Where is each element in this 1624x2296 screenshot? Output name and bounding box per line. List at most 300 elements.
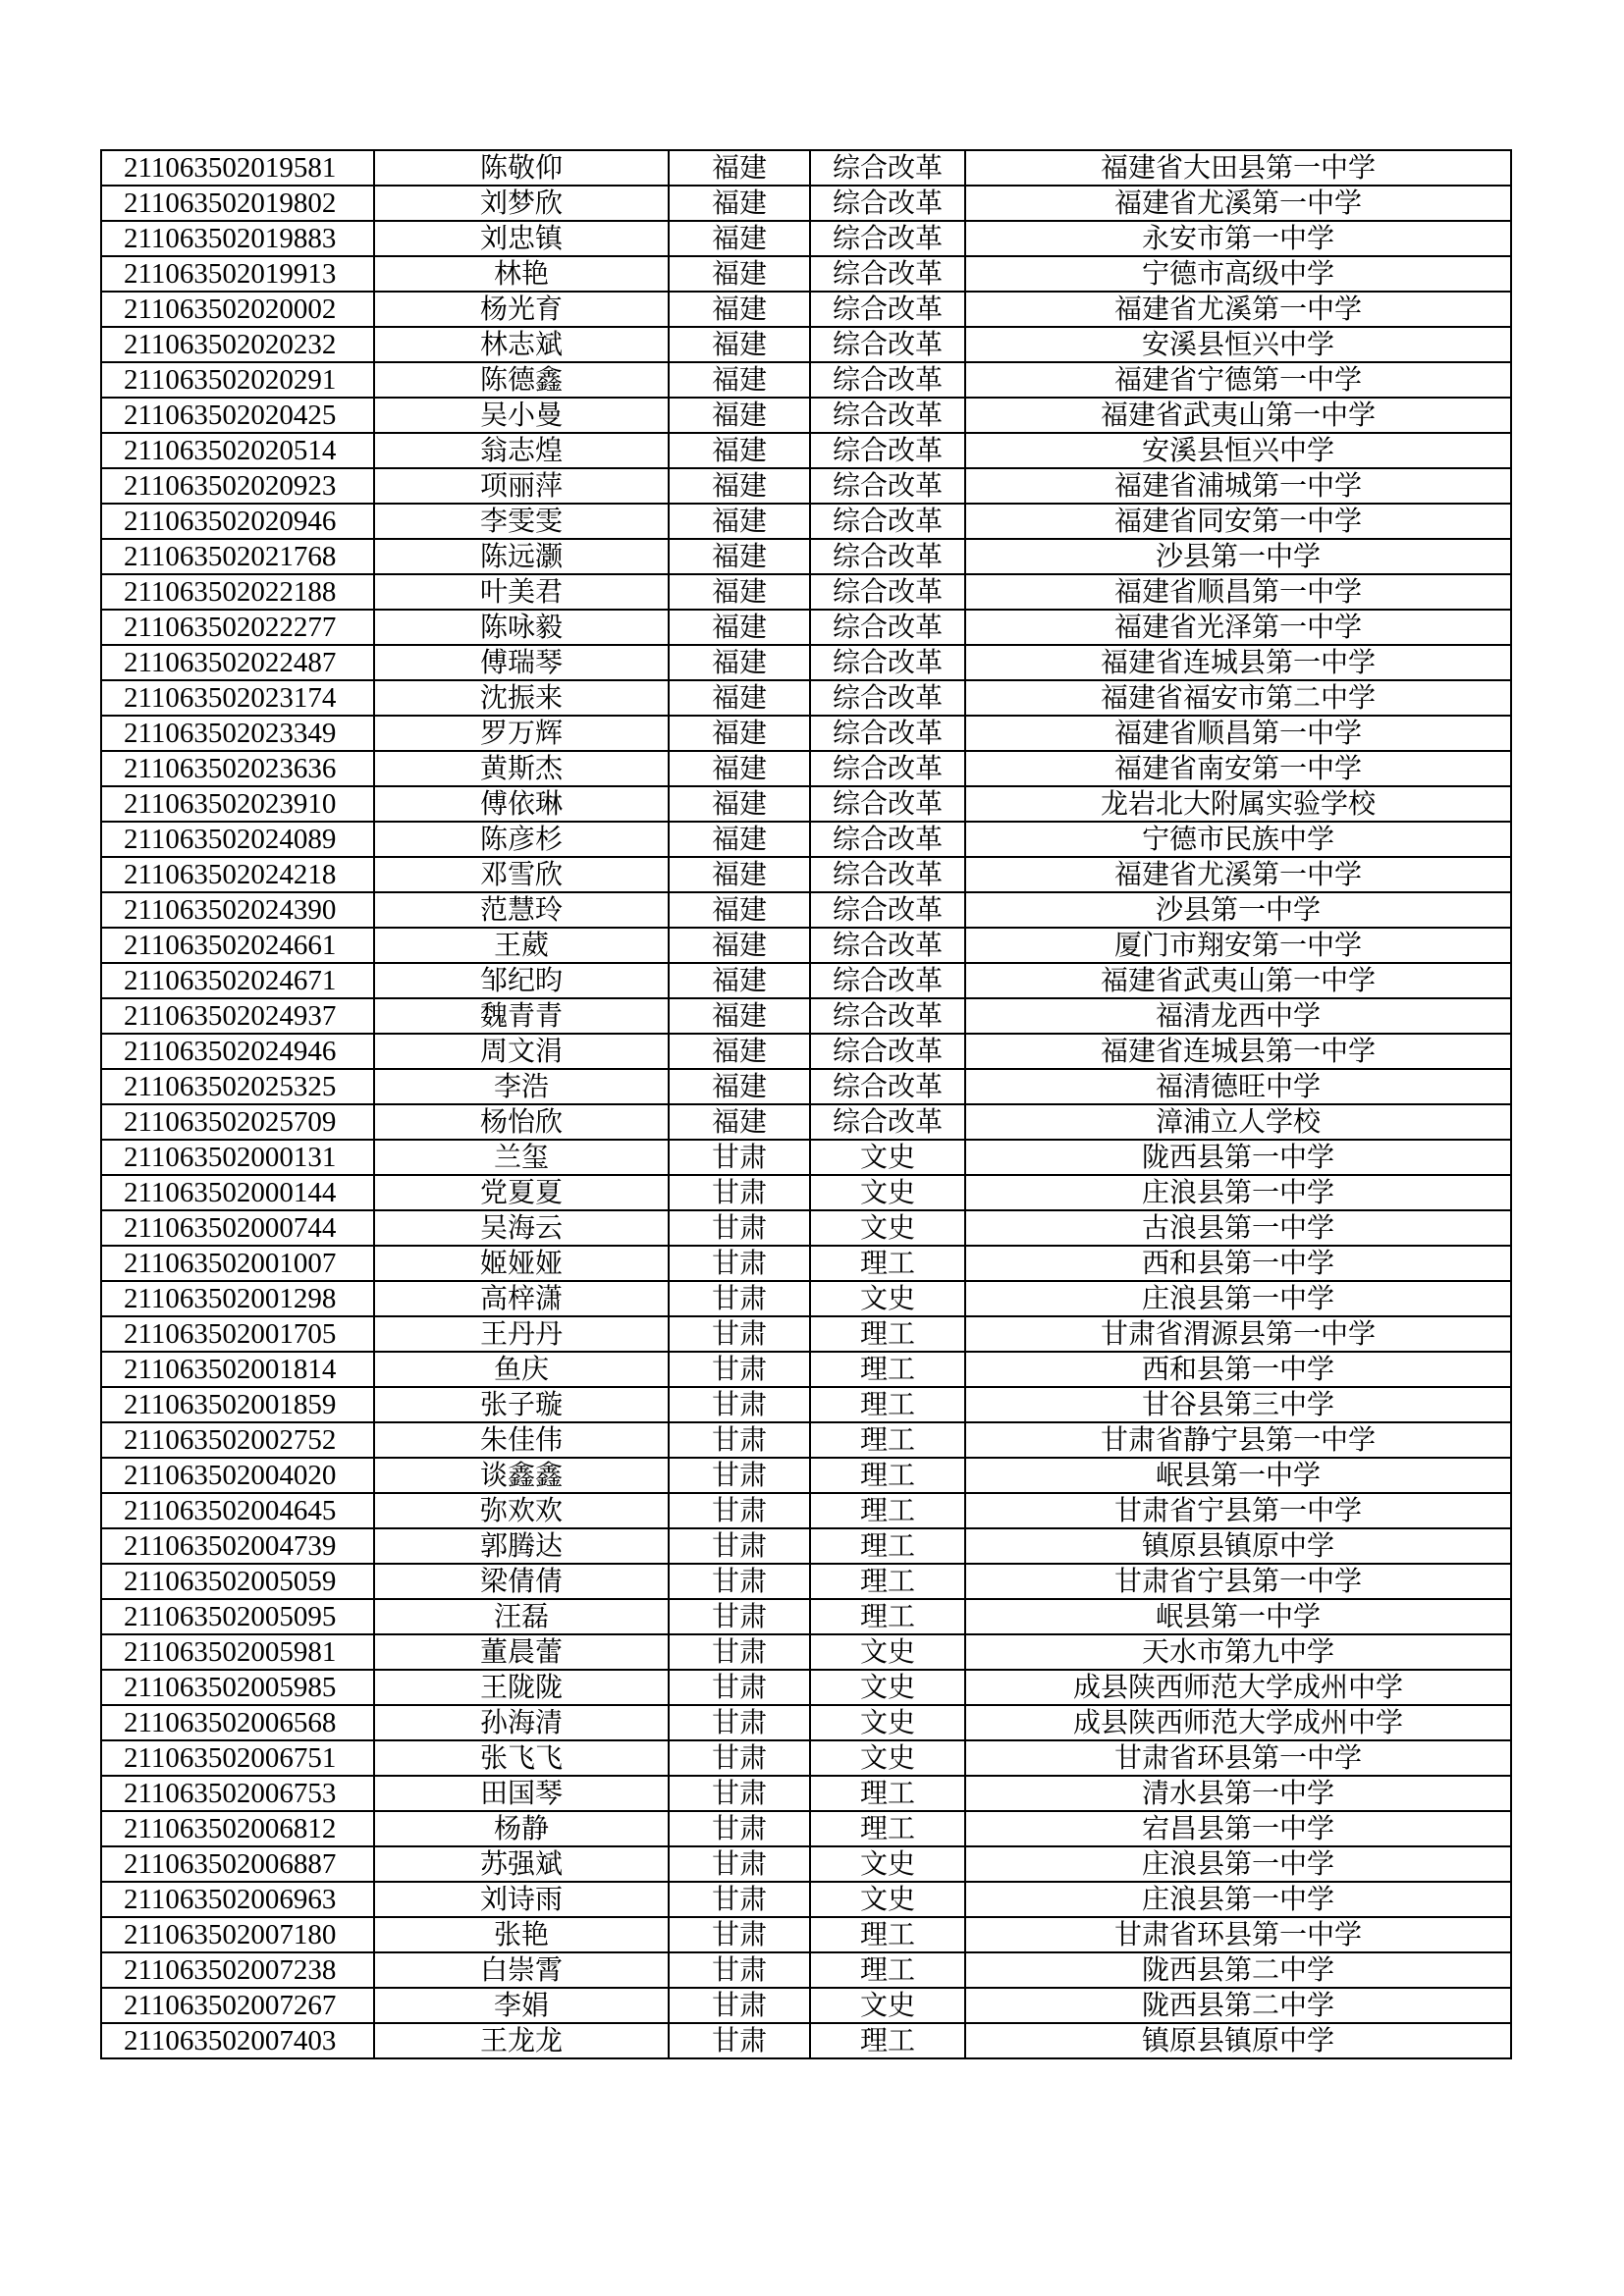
table-row <box>101 1140 1511 1175</box>
school-cell: 福建省宁德第一中学 <box>965 362 1511 398</box>
school-cell: 镇原县镇原中学 <box>965 2023 1511 2058</box>
table-row <box>101 1422 1511 1458</box>
province-cell: 福建 <box>669 963 810 998</box>
school-cell: 镇原县镇原中学 <box>965 1528 1511 1564</box>
student-name-cell: 魏青青 <box>374 998 669 1034</box>
student-name-cell: 杨怡欣 <box>374 1104 669 1140</box>
school-cell: 沙县第一中学 <box>965 539 1511 574</box>
table-row <box>101 645 1511 680</box>
school-cell: 厦门市翔安第一中学 <box>965 928 1511 963</box>
province-cell: 福建 <box>669 150 810 186</box>
student-name-cell: 弥欢欢 <box>374 1493 669 1528</box>
category-cell: 综合改革 <box>810 857 965 892</box>
candidate-id-cell: 211063502022188 <box>101 574 374 610</box>
candidate-id-cell: 211063502024661 <box>101 928 374 963</box>
category-cell: 文史 <box>810 1882 965 1917</box>
table-row <box>101 292 1511 327</box>
student-name-cell: 刘梦欣 <box>374 186 669 221</box>
school-cell: 甘肃省宁县第一中学 <box>965 1564 1511 1599</box>
category-cell: 综合改革 <box>810 468 965 504</box>
province-cell: 福建 <box>669 398 810 433</box>
category-cell: 文史 <box>810 1988 965 2023</box>
table-row <box>101 221 1511 256</box>
school-cell: 福建省浦城第一中学 <box>965 468 1511 504</box>
table-row <box>101 1882 1511 1917</box>
student-name-cell: 孙海清 <box>374 1705 669 1740</box>
category-cell: 文史 <box>810 1634 965 1670</box>
table-row <box>101 857 1511 892</box>
table-row <box>101 468 1511 504</box>
table-row <box>101 1670 1511 1705</box>
school-cell: 西和县第一中学 <box>965 1246 1511 1281</box>
province-cell: 福建 <box>669 574 810 610</box>
category-cell: 综合改革 <box>810 928 965 963</box>
student-name-cell: 郭腾达 <box>374 1528 669 1564</box>
table-row <box>101 1634 1511 1670</box>
table-row <box>101 716 1511 751</box>
student-name-cell: 刘诗雨 <box>374 1882 669 1917</box>
category-cell: 综合改革 <box>810 998 965 1034</box>
category-cell: 综合改革 <box>810 292 965 327</box>
school-cell: 甘谷县第三中学 <box>965 1387 1511 1422</box>
table-row <box>101 398 1511 433</box>
category-cell: 理工 <box>810 1387 965 1422</box>
table-row <box>101 1175 1511 1210</box>
table-row <box>101 892 1511 928</box>
province-cell: 甘肃 <box>669 1705 810 1740</box>
province-cell: 甘肃 <box>669 1811 810 1846</box>
student-name-cell: 鱼庆 <box>374 1352 669 1387</box>
student-name-cell: 王陇陇 <box>374 1670 669 1705</box>
province-cell: 甘肃 <box>669 1316 810 1352</box>
school-cell: 漳浦立人学校 <box>965 1104 1511 1140</box>
school-cell: 古浪县第一中学 <box>965 1210 1511 1246</box>
category-cell: 理工 <box>810 1316 965 1352</box>
province-cell: 福建 <box>669 610 810 645</box>
category-cell: 综合改革 <box>810 1069 965 1104</box>
student-name-cell: 陈彦杉 <box>374 822 669 857</box>
table-row <box>101 362 1511 398</box>
category-cell: 理工 <box>810 1952 965 1988</box>
province-cell: 福建 <box>669 186 810 221</box>
school-cell: 龙岩北大附属实验学校 <box>965 786 1511 822</box>
student-name-cell: 李娟 <box>374 1988 669 2023</box>
province-cell: 甘肃 <box>669 1281 810 1316</box>
candidate-id-cell: 211063502006751 <box>101 1740 374 1776</box>
student-name-cell: 叶美君 <box>374 574 669 610</box>
table-row <box>101 1917 1511 1952</box>
candidate-id-cell: 211063502024089 <box>101 822 374 857</box>
table-row <box>101 1528 1511 1564</box>
category-cell: 文史 <box>810 1175 965 1210</box>
candidate-id-cell: 211063502024671 <box>101 963 374 998</box>
category-cell: 理工 <box>810 1246 965 1281</box>
category-cell: 综合改革 <box>810 150 965 186</box>
school-cell: 福清德旺中学 <box>965 1069 1511 1104</box>
school-cell: 福建省武夷山第一中学 <box>965 963 1511 998</box>
candidate-id-cell: 211063502024218 <box>101 857 374 892</box>
table-row <box>101 998 1511 1034</box>
category-cell: 综合改革 <box>810 362 965 398</box>
student-name-cell: 林艳 <box>374 256 669 292</box>
candidate-id-cell: 211063502004739 <box>101 1528 374 1564</box>
candidate-id-cell: 211063502007180 <box>101 1917 374 1952</box>
candidate-id-cell: 211063502024946 <box>101 1034 374 1069</box>
table-row <box>101 539 1511 574</box>
school-cell: 甘肃省静宁县第一中学 <box>965 1422 1511 1458</box>
table-row <box>101 327 1511 362</box>
province-cell: 福建 <box>669 221 810 256</box>
province-cell: 甘肃 <box>669 1670 810 1705</box>
province-cell: 甘肃 <box>669 1634 810 1670</box>
candidate-id-cell: 211063502001298 <box>101 1281 374 1316</box>
province-cell: 福建 <box>669 292 810 327</box>
table-row <box>101 1034 1511 1069</box>
student-name-cell: 杨静 <box>374 1811 669 1846</box>
student-name-cell: 林志斌 <box>374 327 669 362</box>
student-name-cell: 傅依琳 <box>374 786 669 822</box>
school-cell: 福建省尤溪第一中学 <box>965 292 1511 327</box>
school-cell: 福建省尤溪第一中学 <box>965 857 1511 892</box>
student-name-cell: 谈鑫鑫 <box>374 1458 669 1493</box>
candidate-id-cell: 211063502024937 <box>101 998 374 1034</box>
candidate-id-cell: 211063502001007 <box>101 1246 374 1281</box>
category-cell: 综合改革 <box>810 539 965 574</box>
province-cell: 甘肃 <box>669 1458 810 1493</box>
school-cell: 庄浪县第一中学 <box>965 1175 1511 1210</box>
category-cell: 综合改革 <box>810 1104 965 1140</box>
candidate-id-cell: 211063502004645 <box>101 1493 374 1528</box>
province-cell: 福建 <box>669 680 810 716</box>
candidate-id-cell: 211063502007238 <box>101 1952 374 1988</box>
province-cell: 福建 <box>669 504 810 539</box>
school-cell: 宁德市民族中学 <box>965 822 1511 857</box>
candidate-id-cell: 211063502020923 <box>101 468 374 504</box>
category-cell: 综合改革 <box>810 645 965 680</box>
student-name-cell: 姬娅娅 <box>374 1246 669 1281</box>
category-cell: 综合改革 <box>810 963 965 998</box>
school-cell: 岷县第一中学 <box>965 1458 1511 1493</box>
province-cell: 甘肃 <box>669 1952 810 1988</box>
category-cell: 综合改革 <box>810 186 965 221</box>
candidate-id-cell: 211063502006753 <box>101 1776 374 1811</box>
student-name-cell: 周文涓 <box>374 1034 669 1069</box>
province-cell: 甘肃 <box>669 1599 810 1634</box>
category-cell: 理工 <box>810 1458 965 1493</box>
category-cell: 综合改革 <box>810 433 965 468</box>
table-row <box>101 1493 1511 1528</box>
school-cell: 西和县第一中学 <box>965 1352 1511 1387</box>
category-cell: 综合改革 <box>810 822 965 857</box>
province-cell: 甘肃 <box>669 1528 810 1564</box>
candidate-id-cell: 211063502004020 <box>101 1458 374 1493</box>
candidate-id-cell: 211063502019802 <box>101 186 374 221</box>
school-cell: 福建省武夷山第一中学 <box>965 398 1511 433</box>
candidate-id-cell: 211063502024390 <box>101 892 374 928</box>
student-name-cell: 杨光育 <box>374 292 669 327</box>
province-cell: 甘肃 <box>669 1246 810 1281</box>
table-row <box>101 1281 1511 1316</box>
candidate-id-cell: 211063502000144 <box>101 1175 374 1210</box>
category-cell: 综合改革 <box>810 786 965 822</box>
student-name-cell: 张子璇 <box>374 1387 669 1422</box>
province-cell: 福建 <box>669 645 810 680</box>
table-row <box>101 256 1511 292</box>
school-cell: 福建省南安第一中学 <box>965 751 1511 786</box>
student-name-cell: 朱佳伟 <box>374 1422 669 1458</box>
school-cell: 成县陕西师范大学成州中学 <box>965 1670 1511 1705</box>
province-cell: 福建 <box>669 362 810 398</box>
candidate-id-cell: 211063502019883 <box>101 221 374 256</box>
student-name-cell: 邹纪昀 <box>374 963 669 998</box>
school-cell: 福建省连城县第一中学 <box>965 1034 1511 1069</box>
category-cell: 综合改革 <box>810 716 965 751</box>
category-cell: 综合改革 <box>810 398 965 433</box>
school-cell: 福建省连城县第一中学 <box>965 645 1511 680</box>
school-cell: 宁德市高级中学 <box>965 256 1511 292</box>
student-name-cell: 兰玺 <box>374 1140 669 1175</box>
table-row <box>101 1952 1511 1988</box>
student-name-cell: 张艳 <box>374 1917 669 1952</box>
category-cell: 理工 <box>810 1917 965 1952</box>
school-cell: 沙县第一中学 <box>965 892 1511 928</box>
category-cell: 综合改革 <box>810 574 965 610</box>
province-cell: 甘肃 <box>669 1882 810 1917</box>
table-row <box>101 1458 1511 1493</box>
candidate-id-cell: 211063502005981 <box>101 1634 374 1670</box>
table-row <box>101 433 1511 468</box>
school-cell: 甘肃省环县第一中学 <box>965 1917 1511 1952</box>
province-cell: 福建 <box>669 1104 810 1140</box>
table-row <box>101 1740 1511 1776</box>
student-name-cell: 陈德鑫 <box>374 362 669 398</box>
table-row <box>101 1846 1511 1882</box>
category-cell: 文史 <box>810 1210 965 1246</box>
school-cell: 安溪县恒兴中学 <box>965 327 1511 362</box>
student-name-cell: 吴海云 <box>374 1210 669 1246</box>
province-cell: 甘肃 <box>669 1564 810 1599</box>
province-cell: 福建 <box>669 857 810 892</box>
student-name-cell: 陈远灏 <box>374 539 669 574</box>
category-cell: 综合改革 <box>810 327 965 362</box>
candidate-id-cell: 211063502001859 <box>101 1387 374 1422</box>
table-row <box>101 1352 1511 1387</box>
candidate-id-cell: 211063502001705 <box>101 1316 374 1352</box>
province-cell: 甘肃 <box>669 1210 810 1246</box>
candidate-id-cell: 211063502022487 <box>101 645 374 680</box>
school-cell: 安溪县恒兴中学 <box>965 433 1511 468</box>
candidate-id-cell: 211063502005095 <box>101 1599 374 1634</box>
student-name-cell: 党夏夏 <box>374 1175 669 1210</box>
school-cell: 甘肃省宁县第一中学 <box>965 1493 1511 1528</box>
category-cell: 文史 <box>810 1846 965 1882</box>
table-row <box>101 1564 1511 1599</box>
category-cell: 理工 <box>810 1422 965 1458</box>
province-cell: 福建 <box>669 751 810 786</box>
candidate-id-cell: 211063502001814 <box>101 1352 374 1387</box>
student-name-cell: 刘忠镇 <box>374 221 669 256</box>
student-name-cell: 王葳 <box>374 928 669 963</box>
table-row <box>101 1811 1511 1846</box>
school-cell: 天水市第九中学 <box>965 1634 1511 1670</box>
candidate-id-cell: 211063502025325 <box>101 1069 374 1104</box>
category-cell: 理工 <box>810 2023 965 2058</box>
student-name-cell: 白崇霄 <box>374 1952 669 1988</box>
table-row <box>101 822 1511 857</box>
candidate-id-cell: 211063502020425 <box>101 398 374 433</box>
student-name-cell: 汪磊 <box>374 1599 669 1634</box>
province-cell: 福建 <box>669 327 810 362</box>
school-cell: 宕昌县第一中学 <box>965 1811 1511 1846</box>
category-cell: 综合改革 <box>810 221 965 256</box>
student-name-cell: 梁倩倩 <box>374 1564 669 1599</box>
category-cell: 文史 <box>810 1670 965 1705</box>
table-row <box>101 574 1511 610</box>
candidate-id-cell: 211063502020002 <box>101 292 374 327</box>
school-cell: 陇西县第二中学 <box>965 1952 1511 1988</box>
school-cell: 永安市第一中学 <box>965 221 1511 256</box>
candidate-id-cell: 211063502006963 <box>101 1882 374 1917</box>
school-cell: 庄浪县第一中学 <box>965 1846 1511 1882</box>
student-name-cell: 范慧玲 <box>374 892 669 928</box>
province-cell: 福建 <box>669 928 810 963</box>
province-cell: 甘肃 <box>669 1352 810 1387</box>
student-name-cell: 吴小曼 <box>374 398 669 433</box>
province-cell: 甘肃 <box>669 1175 810 1210</box>
student-name-cell: 黄斯杰 <box>374 751 669 786</box>
table-row <box>101 751 1511 786</box>
category-cell: 文史 <box>810 1705 965 1740</box>
category-cell: 理工 <box>810 1493 965 1528</box>
table-row <box>101 963 1511 998</box>
table-row <box>101 186 1511 221</box>
school-cell: 庄浪县第一中学 <box>965 1882 1511 1917</box>
student-name-cell: 李浩 <box>374 1069 669 1104</box>
candidate-id-cell: 211063502022277 <box>101 610 374 645</box>
province-cell: 甘肃 <box>669 1387 810 1422</box>
candidate-id-cell: 211063502021768 <box>101 539 374 574</box>
student-name-cell: 田国琴 <box>374 1776 669 1811</box>
candidate-id-cell: 211063502006887 <box>101 1846 374 1882</box>
table-row <box>101 680 1511 716</box>
category-cell: 文史 <box>810 1140 965 1175</box>
school-cell: 甘肃省环县第一中学 <box>965 1740 1511 1776</box>
school-cell: 庄浪县第一中学 <box>965 1281 1511 1316</box>
category-cell: 综合改革 <box>810 1034 965 1069</box>
school-cell: 福建省尤溪第一中学 <box>965 186 1511 221</box>
table-row <box>101 1599 1511 1634</box>
school-cell: 岷县第一中学 <box>965 1599 1511 1634</box>
category-cell: 理工 <box>810 1811 965 1846</box>
table-row <box>101 928 1511 963</box>
province-cell: 福建 <box>669 716 810 751</box>
category-cell: 文史 <box>810 1281 965 1316</box>
province-cell: 甘肃 <box>669 1740 810 1776</box>
category-cell: 综合改革 <box>810 892 965 928</box>
school-cell: 福建省顺昌第一中学 <box>965 574 1511 610</box>
table-row <box>101 1069 1511 1104</box>
student-name-cell: 王丹丹 <box>374 1316 669 1352</box>
school-cell: 陇西县第二中学 <box>965 1988 1511 2023</box>
province-cell: 福建 <box>669 786 810 822</box>
province-cell: 福建 <box>669 822 810 857</box>
candidate-id-cell: 211063502000131 <box>101 1140 374 1175</box>
table-row <box>101 1210 1511 1246</box>
candidate-id-cell: 211063502019581 <box>101 150 374 186</box>
table-row <box>101 150 1511 186</box>
province-cell: 甘肃 <box>669 1493 810 1528</box>
student-name-cell: 陈咏毅 <box>374 610 669 645</box>
candidate-id-cell: 211063502019913 <box>101 256 374 292</box>
candidate-id-cell: 211063502006812 <box>101 1811 374 1846</box>
table-row <box>101 1705 1511 1740</box>
candidate-id-cell: 211063502023636 <box>101 751 374 786</box>
school-cell: 福清龙西中学 <box>965 998 1511 1034</box>
candidate-id-cell: 211063502020946 <box>101 504 374 539</box>
candidate-id-cell: 211063502005985 <box>101 1670 374 1705</box>
student-name-cell: 高梓潇 <box>374 1281 669 1316</box>
table-row <box>101 786 1511 822</box>
roster-sheet <box>100 149 1510 2059</box>
school-cell: 清水县第一中学 <box>965 1776 1511 1811</box>
candidate-id-cell: 211063502007267 <box>101 1988 374 2023</box>
table-row <box>101 610 1511 645</box>
table-row <box>101 1316 1511 1352</box>
school-cell: 福建省福安市第二中学 <box>965 680 1511 716</box>
province-cell: 福建 <box>669 468 810 504</box>
category-cell: 理工 <box>810 1352 965 1387</box>
school-cell: 成县陕西师范大学成州中学 <box>965 1705 1511 1740</box>
candidate-id-cell: 211063502020232 <box>101 327 374 362</box>
student-name-cell: 张飞飞 <box>374 1740 669 1776</box>
student-name-cell: 李雯雯 <box>374 504 669 539</box>
province-cell: 甘肃 <box>669 1422 810 1458</box>
category-cell: 理工 <box>810 1776 965 1811</box>
school-cell: 福建省光泽第一中学 <box>965 610 1511 645</box>
school-cell: 福建省顺昌第一中学 <box>965 716 1511 751</box>
student-name-cell: 苏强斌 <box>374 1846 669 1882</box>
category-cell: 综合改革 <box>810 751 965 786</box>
table-row <box>101 1104 1511 1140</box>
school-cell: 甘肃省渭源县第一中学 <box>965 1316 1511 1352</box>
roster-table-body <box>101 150 1511 2058</box>
school-cell: 福建省大田县第一中学 <box>965 150 1511 186</box>
table-row <box>101 1988 1511 2023</box>
student-name-cell: 傅瑞琴 <box>374 645 669 680</box>
province-cell: 甘肃 <box>669 2023 810 2058</box>
school-cell: 福建省同安第一中学 <box>965 504 1511 539</box>
student-name-cell: 董晨蕾 <box>374 1634 669 1670</box>
province-cell: 甘肃 <box>669 1846 810 1882</box>
candidate-id-cell: 211063502000744 <box>101 1210 374 1246</box>
student-name-cell: 罗万辉 <box>374 716 669 751</box>
candidate-id-cell: 211063502005059 <box>101 1564 374 1599</box>
province-cell: 甘肃 <box>669 1140 810 1175</box>
roster-table <box>100 149 1512 2059</box>
candidate-id-cell: 211063502023174 <box>101 680 374 716</box>
school-cell: 陇西县第一中学 <box>965 1140 1511 1175</box>
category-cell: 理工 <box>810 1599 965 1634</box>
province-cell: 福建 <box>669 256 810 292</box>
province-cell: 福建 <box>669 433 810 468</box>
province-cell: 福建 <box>669 998 810 1034</box>
province-cell: 甘肃 <box>669 1917 810 1952</box>
student-name-cell: 陈敬仰 <box>374 150 669 186</box>
candidate-id-cell: 211063502023349 <box>101 716 374 751</box>
candidate-id-cell: 211063502023910 <box>101 786 374 822</box>
candidate-id-cell: 211063502025709 <box>101 1104 374 1140</box>
category-cell: 理工 <box>810 1528 965 1564</box>
